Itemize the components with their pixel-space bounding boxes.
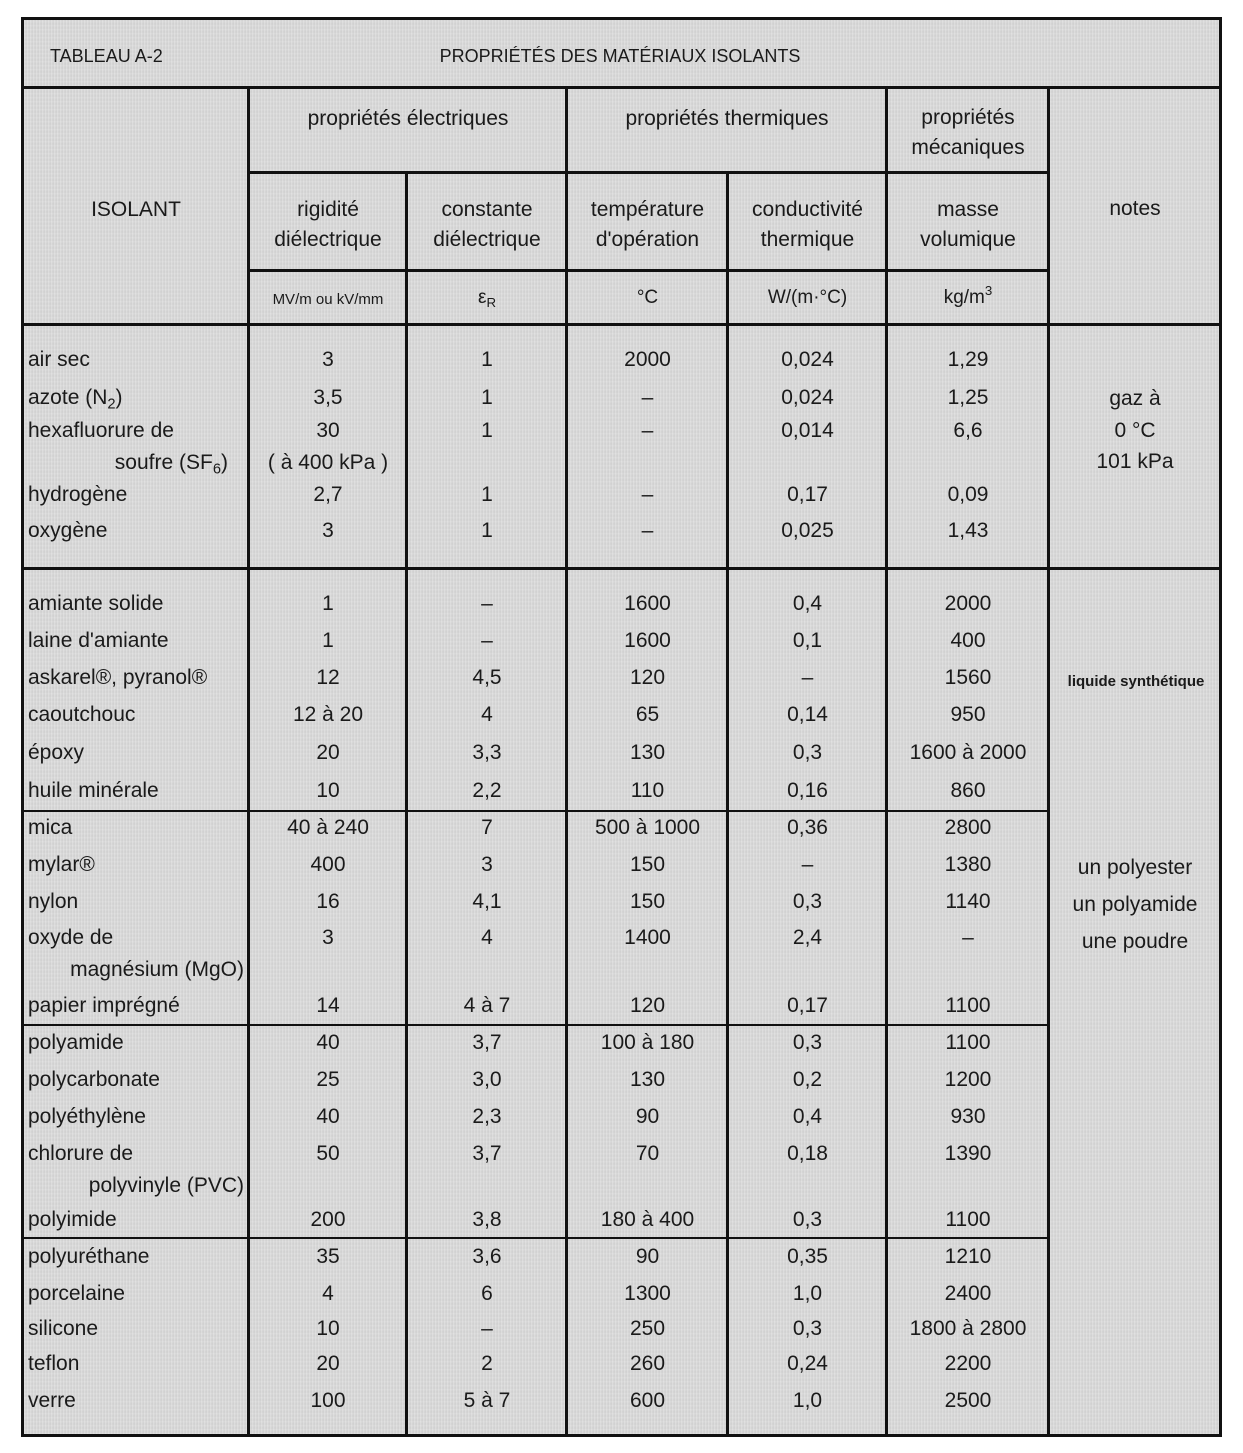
rule-groups: [248, 171, 1048, 174]
cell-constante: 3,7: [472, 1031, 502, 1054]
cell-masse: 2800: [944, 816, 992, 839]
cell-constante: 4,1: [472, 890, 502, 913]
cell-constante: 4: [481, 926, 493, 949]
cell-temperature: 1300: [624, 1282, 671, 1305]
cell-rigidite: 20: [316, 1352, 340, 1375]
name-text-end: ): [115, 386, 123, 409]
cell-constante: 2: [481, 1352, 493, 1375]
rule-gases: [21, 567, 1222, 570]
row-material-name: amiante solide: [28, 592, 164, 615]
cell-temperature: 260: [629, 1352, 666, 1375]
cell-rigidite: 12 à 20: [292, 703, 364, 726]
cell-conductivite: 0,3: [792, 1317, 823, 1340]
note-askarel: liquide synthétique: [1067, 673, 1205, 690]
note-gas-line3: 101 kPa: [1096, 450, 1174, 473]
cell-constante: 4,5: [472, 666, 502, 689]
cell-conductivite: 0,4: [792, 1105, 823, 1128]
name-subscript: 6: [212, 461, 221, 478]
cell-masse: 1100: [945, 994, 991, 1017]
row-material-name: oxyde de: [28, 926, 114, 949]
cell-temperature: 600: [629, 1389, 666, 1412]
rule-units: [21, 323, 1222, 326]
cell-masse: 860: [950, 779, 986, 802]
group-thermal: propriétés thermiques: [625, 107, 829, 130]
cell-temperature: 150: [629, 853, 666, 876]
cell-rigidite: 14: [316, 994, 340, 1017]
cell-temperature: 150: [629, 890, 666, 913]
cell-rigidite: 40: [316, 1031, 340, 1054]
cell-constante: 3,6: [472, 1245, 502, 1268]
cell-conductivite: 0,17: [787, 483, 828, 506]
cell-rigidite: 30: [316, 419, 340, 442]
cell-rigidite: 35: [316, 1245, 340, 1268]
row-material-name: silicone: [28, 1317, 99, 1340]
cell-constante: 4: [481, 703, 493, 726]
col-temperature-line1: température: [590, 198, 705, 221]
col-constante-line2: diélectrique: [433, 228, 541, 251]
cell-constante: –: [481, 629, 493, 652]
col-conductivite-line1: conductivité: [752, 198, 863, 221]
row-material-name: air sec: [28, 348, 90, 371]
row-material-name-line2: polyvinyle (PVC): [88, 1174, 244, 1197]
rule-colheads: [248, 269, 1048, 272]
cell-masse: 1600 à 2000: [909, 741, 1027, 764]
row-material-name: polyamide: [28, 1031, 124, 1054]
rule-section-2: [21, 810, 1048, 812]
cell-constante: 5 à 7: [463, 1389, 511, 1412]
name-text-end: ): [221, 451, 228, 474]
rule-section-3: [21, 1024, 1048, 1026]
row-material-name: chlorure de: [28, 1142, 134, 1165]
cell-masse: 1100: [945, 1208, 991, 1231]
row-material-name: huile minérale: [28, 779, 159, 802]
cell-conductivite: 0,024: [781, 348, 834, 371]
cell-constante: 4 à 7: [463, 994, 511, 1017]
cell-rigidite: 1: [322, 629, 334, 652]
cell-constante: 1: [481, 519, 493, 542]
cell-constante: 2,2: [472, 779, 502, 802]
row-material-name: époxy: [28, 741, 85, 764]
cell-temperature: 1600: [624, 629, 671, 652]
cell-temperature: –: [641, 419, 654, 442]
cell-masse: 1,29: [947, 348, 989, 371]
cell-conductivite: 1,0: [792, 1389, 823, 1412]
row-material-name: hexafluorure de: [28, 419, 174, 442]
col-rigidite-line2: diélectrique: [274, 228, 382, 251]
cell-rigidite: 200: [310, 1208, 346, 1231]
col-masse-line1: masse: [937, 198, 999, 221]
row-material-name: nylon: [28, 890, 79, 913]
cell-temperature: 110: [630, 779, 665, 802]
cell-rigidite: 40: [316, 1105, 340, 1128]
note-gas-line1: gaz à: [1109, 387, 1161, 410]
col-rigidite-line1: rigidité: [297, 198, 359, 221]
unit-masse: [888, 283, 1048, 310]
cell-conductivite: 0,024: [781, 386, 834, 409]
cell-masse: 2000: [944, 592, 992, 615]
cell-rigidite: 3: [322, 519, 334, 542]
cell-temperature: 250: [629, 1317, 666, 1340]
cell-constante: 1: [481, 483, 493, 506]
cell-conductivite: 0,18: [787, 1142, 828, 1165]
cell-conductivite: 0,14: [787, 703, 828, 726]
row-material-name-line2: magnésium (MgO): [70, 958, 244, 981]
cell-rigidite: 3: [322, 348, 334, 371]
cell-temperature: 2000: [624, 348, 671, 371]
cell-temperature: 130: [629, 1068, 666, 1091]
header-isolant: ISOLANT: [91, 198, 181, 221]
cell-rigidite: 16: [316, 890, 340, 913]
cell-masse: 1800 à 2800: [909, 1317, 1027, 1340]
rule-section-4: [21, 1237, 1048, 1239]
cell-masse: 1100: [945, 1031, 991, 1054]
cell-rigidite: 10: [316, 1317, 340, 1340]
cell-masse: 2500: [944, 1389, 992, 1412]
cell-conductivite: 0,3: [792, 1031, 823, 1054]
cell-constante: –: [481, 592, 493, 615]
cell-masse: 1380: [944, 853, 992, 876]
cell-temperature: 1400: [624, 926, 671, 949]
header-notes: notes: [1109, 197, 1161, 220]
cell-masse: 2400: [944, 1282, 992, 1305]
rule-title: [21, 86, 1222, 89]
cell-constante: –: [481, 1317, 493, 1340]
cell-constante: 3: [481, 853, 493, 876]
cell-constante: 7: [481, 816, 493, 839]
cell-rigidite: 2,7: [313, 483, 343, 506]
note-mgo: une poudre: [1081, 930, 1189, 953]
row-material-name: caoutchouc: [28, 703, 136, 726]
name-subscript: 2: [107, 396, 116, 413]
note-mylar: un polyester: [1077, 856, 1193, 879]
cell-masse: 950: [950, 703, 986, 726]
cell-masse: 0,09: [947, 483, 989, 506]
cell-masse: 1210: [944, 1245, 992, 1268]
cell-conductivite: 1,0: [792, 1282, 823, 1305]
cell-conductivite: –: [801, 853, 814, 876]
cell-constante: 3,0: [472, 1068, 502, 1091]
unit-conductivite: W/(m·°C): [767, 287, 848, 308]
cell-rigidite: 100: [310, 1389, 346, 1412]
cell-temperature: 1600: [624, 592, 671, 615]
unit-temperature: °C: [636, 287, 659, 308]
row-material-name: porcelaine: [28, 1282, 125, 1305]
cell-temperature: 500 à 1000: [594, 816, 701, 839]
cell-masse: 1,25: [947, 386, 989, 409]
unit-rigidite: MV/m ou kV/mm: [272, 291, 384, 308]
cell-masse: 1140: [945, 890, 991, 913]
cell-temperature: –: [641, 519, 654, 542]
note-nylon: un polyamide: [1072, 893, 1198, 916]
cell-masse: –: [962, 926, 974, 949]
cell-conductivite: 0,36: [787, 816, 828, 839]
cell-rigidite-note: ( à 400 kPa ): [267, 451, 389, 474]
col-masse-line2: volumique: [920, 228, 1016, 251]
cell-temperature: 120: [629, 666, 666, 689]
table-caption: PROPRIÉTÉS DES MATÉRIAUX ISOLANTS: [439, 46, 801, 66]
cell-constante: 3,3: [472, 741, 502, 764]
cell-constante: 3,7: [472, 1142, 502, 1165]
cell-conductivite: 0,24: [787, 1352, 828, 1375]
cell-temperature: 120: [629, 994, 666, 1017]
cell-temperature: 180 à 400: [600, 1208, 695, 1231]
cell-constante: 1: [481, 419, 493, 442]
cell-masse: 6,6: [953, 419, 983, 442]
cell-conductivite: 0,1: [792, 629, 823, 652]
cell-rigidite: 12: [316, 666, 340, 689]
unit-constante-base: ε: [477, 287, 487, 308]
unit-masse-sup: 3: [984, 283, 993, 299]
cell-conductivite: 0,2: [792, 1068, 823, 1091]
cell-temperature: 90: [635, 1245, 660, 1268]
group-electrical: propriétés électriques: [307, 107, 509, 130]
cell-temperature: –: [641, 483, 654, 506]
cell-conductivite: 2,4: [792, 926, 823, 949]
col-constante-line1: constante: [441, 198, 533, 221]
name-text: azote (N: [28, 386, 108, 409]
cell-temperature: 65: [635, 703, 660, 726]
row-material-name: oxygène: [28, 519, 108, 542]
cell-constante: 3,8: [472, 1208, 502, 1231]
unit-constante-sub: R: [486, 294, 497, 310]
cell-masse: 930: [950, 1105, 986, 1128]
note-gas-line2: 0 °C: [1114, 419, 1156, 442]
cell-rigidite: 1: [322, 592, 334, 615]
col-conductivite-line2: thermique: [760, 228, 855, 251]
cell-masse: 1,43: [947, 519, 989, 542]
cell-rigidite: 50: [316, 1142, 340, 1165]
row-material-name: polycarbonate: [28, 1068, 160, 1091]
cell-conductivite: 0,16: [787, 779, 828, 802]
row-material-name: mylar®: [28, 853, 95, 876]
cell-rigidite: 3,5: [313, 386, 343, 409]
cell-rigidite: 4: [322, 1282, 334, 1305]
cell-conductivite: 0,3: [792, 1208, 823, 1231]
row-material-name: askarel®, pyranol®: [28, 666, 208, 689]
cell-rigidite: 10: [316, 779, 340, 802]
row-material-name-line2: [28, 451, 228, 478]
cell-constante: 6: [481, 1282, 493, 1305]
cell-conductivite: –: [801, 666, 814, 689]
cell-masse: 1200: [944, 1068, 992, 1091]
cell-constante: 2,3: [472, 1105, 502, 1128]
cell-temperature: –: [641, 386, 654, 409]
cell-conductivite: 0,3: [792, 890, 823, 913]
cell-conductivite: 0,35: [787, 1245, 828, 1268]
row-material-name: polyéthylène: [28, 1105, 146, 1128]
cell-masse: 1390: [944, 1142, 992, 1165]
cell-conductivite: 0,4: [792, 592, 823, 615]
group-mechanical-line2: mécaniques: [911, 136, 1025, 159]
cell-temperature: 90: [635, 1105, 660, 1128]
cell-rigidite: 25: [316, 1068, 340, 1091]
cell-constante: 1: [481, 348, 493, 371]
cell-constante: 1: [481, 386, 493, 409]
cell-temperature: 100 à 180: [600, 1031, 695, 1054]
row-material-name: [28, 386, 123, 413]
col-temperature-line2: d'opération: [595, 228, 700, 251]
name-text: soufre (SF: [114, 451, 213, 474]
cell-masse: 400: [950, 629, 986, 652]
cell-rigidite: 3: [322, 926, 334, 949]
cell-masse: 2200: [944, 1352, 992, 1375]
cell-temperature: 130: [629, 741, 666, 764]
cell-conductivite: 0,17: [787, 994, 828, 1017]
cell-masse: 1560: [944, 666, 992, 689]
table-id: TABLEAU A-2: [50, 46, 163, 66]
cell-temperature: 70: [635, 1142, 660, 1165]
row-material-name: polyimide: [28, 1208, 117, 1231]
row-material-name: teflon: [28, 1352, 80, 1375]
cell-conductivite: 0,014: [781, 419, 834, 442]
cell-conductivite: 0,025: [781, 519, 834, 542]
unit-masse-base: kg/m: [943, 287, 985, 308]
cell-conductivite: 0,3: [792, 741, 823, 764]
unit-constante: [408, 286, 566, 310]
cell-rigidite: 20: [316, 741, 340, 764]
group-mechanical-line1: propriétés: [921, 106, 1015, 129]
row-material-name: mica: [28, 816, 73, 839]
cell-rigidite: 400: [310, 853, 346, 876]
row-material-name: verre: [28, 1389, 76, 1412]
row-material-name: hydrogène: [28, 483, 128, 506]
row-material-name: papier imprégné: [28, 994, 180, 1017]
row-material-name: laine d'amiante: [28, 629, 169, 652]
cell-rigidite: 40 à 240: [287, 816, 369, 839]
row-material-name: polyuréthane: [28, 1245, 150, 1268]
